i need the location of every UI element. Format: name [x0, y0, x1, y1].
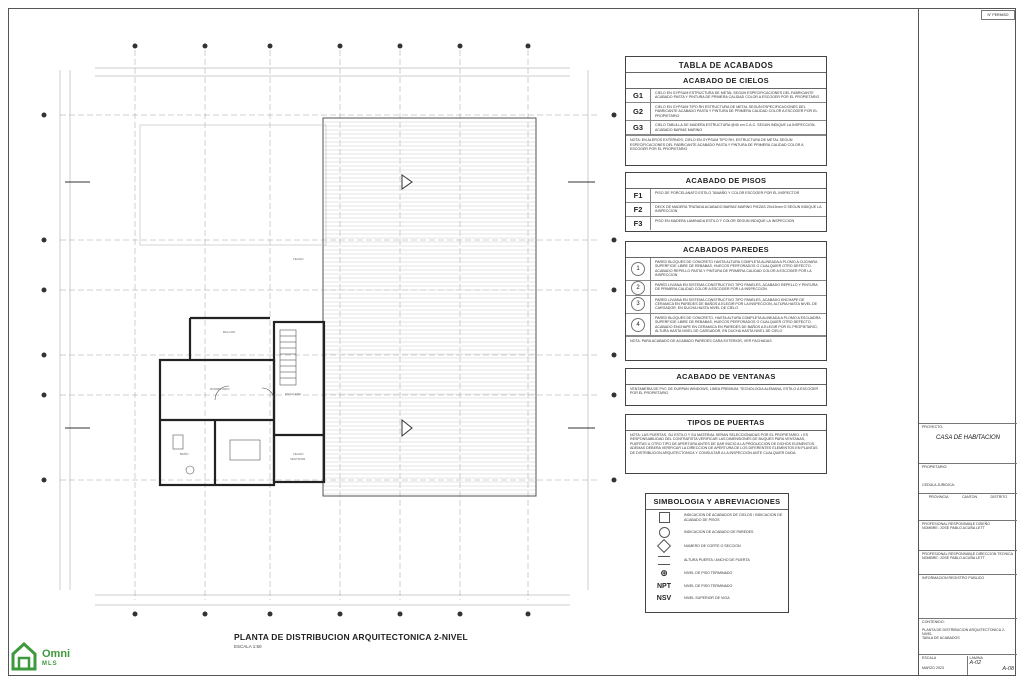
engineer-name: NOMBRE: JOSE PABLO ACUÑA LETT: [922, 526, 985, 530]
symbols-panel: [645, 493, 789, 613]
windows-desc: VENTANERIA DE PVC DE DURPAN WINDOWS, LINEA PREMIUM, TECNOLOGIA ALEMANA, ESTILO A ESCOGER POR EL PROPIETARIO: [630, 387, 819, 396]
svg-text:BAÑO: BAÑO: [180, 452, 189, 456]
symbol-row: [646, 539, 788, 553]
plan-scale: ESCALA 1:50: [234, 644, 262, 649]
ceiling-row: [626, 89, 826, 103]
ceilings-title: ACABADO DE CIELOS: [626, 73, 826, 89]
project-label: PROYECTO:: [922, 425, 944, 429]
wall-row: [626, 296, 826, 314]
floor-row: [626, 203, 826, 217]
id-label: CEDULA JURIDICA:: [922, 483, 955, 487]
doors-desc: NOTA: LAS PUERTAS, SU ESTILO Y SU MATERIAL SERAN SELECCIONADAS POR EL PROPIETARIO. • ES RESPONSABILIDAD DEL CONTRATISTA VERIFICAR LAS DIMENSIONES DE BUQUES PARA VENTANAS, PUERTAS U OTRO TIPO DE APERTURA ANTES DE DAR INICIO A LA PRODUCCION DE DICHOS ELEMENTOS, ADEMAS DEBERA VERIFICAR LA DIRECCION DE APERTURA DE LOS DIFERENTES ELEMENTOS EN PLANTAS DE DISTRIBUCION ARQUITECTONICA Y CONSULTAR A LA INSPECCION ANTE CUALQUIER DUDA.: [630, 433, 818, 455]
plan-title: PLANTA DE DISTRIBUCION ARQUITECTONICA 2-NIVEL: [234, 632, 468, 642]
scale-label: ESCALA: [922, 656, 937, 660]
symbol-row: [646, 592, 788, 604]
contents-block: [919, 618, 1017, 654]
logo-sub: MLS: [42, 661, 58, 667]
symbol-desc: NIVEL DE PISO TERMINADO: [684, 571, 733, 576]
sheet-label: LAMINA: [969, 656, 983, 660]
svg-text:TECHO: TECHO: [293, 257, 304, 261]
sheet-block: [919, 654, 1017, 676]
ceiling-code: G3: [626, 121, 651, 134]
symbol-row: [646, 525, 788, 539]
finishes-table-title: TABLA DE ACABADOS: [626, 57, 826, 73]
wall-hexagon-icon: 1: [626, 258, 651, 280]
omni-house-icon: [10, 640, 38, 672]
floor-row: [626, 189, 826, 203]
wall-desc: PARED BLOQUES DE CONCRETO HASTA ALTURA COMPLETA ALINEADA A PLOMO A CUCHARA SUPERFICIE LIBRE DE REBABAS, HUECOS PERFORADOS O CUALQUIER OTRO DEFECTO. ACABADO REPELLO PASTA Y PINTURA DE PRIMERA CALIDAD COLOR A ESCOGER POR LA INSPECCION: [655, 260, 818, 278]
sheet-code: A-02: [969, 660, 982, 666]
wall-hexagon-icon: 3: [626, 296, 651, 313]
wall-desc: PARED BLOQUES DE CONCRETO, HASTA ALTURA COMPLETA ALINEADA A PLOMO A ESCUADRA SUPERFICIE LIBRE DE REBABAS, HUECOS PERFORADOS O CUALQUIER OTRO DEFECTO. ACABADO ENCHAPE EN CERAMICA EN PAREDES DE BAÑOS A ELEGIR POR EL PROPIETARIO, ALTURA HASTA NIVEL DE CARGADOR, EN DUCHA HASTA NIVEL DE CIELO: [655, 315, 821, 334]
walls-panel: [625, 241, 827, 361]
symbol-row: [646, 553, 788, 567]
ceiling-desc: CIELO TABLILLA DE MADERA ESTRUCTURA @40 cm C.A.C. SEGUN INDIQUE LA INSPECCION, ACABADO BARNIZ MARINO: [655, 123, 816, 132]
floor-row: [626, 217, 826, 230]
symbol-row: [646, 567, 788, 580]
contents-label: CONTENIDO:: [922, 620, 945, 624]
location-header: CANTON: [961, 495, 978, 499]
scale-cell: [922, 656, 967, 675]
permit-number: N° PERMISO: [981, 10, 1015, 20]
svg-text:DORMITORIO: DORMITORIO: [210, 387, 230, 391]
logo-name: Omni: [42, 648, 71, 660]
inspector-block: [919, 550, 1017, 574]
register-block: [919, 574, 1017, 618]
svg-text:TECHO: TECHO: [293, 452, 304, 456]
inspector-label: PROFESIONAL RESPONSABLE DIRECCION TECNICA: [922, 552, 1014, 556]
contents-line: TABLA DE ACABADOS: [922, 636, 960, 640]
symbol-row: [646, 510, 788, 525]
wall-row: [626, 281, 826, 296]
symbol-row: [646, 580, 788, 592]
svg-text:ESCALERA: ESCALERA: [285, 392, 302, 396]
level-icon: ⊕: [660, 568, 668, 578]
owner-block: [919, 463, 1017, 493]
ceiling-desc: CIELO EN GYPSUM TIPO RH ESTRUCTURA DE METAL SEGUN ESPECIFICACIONES DEL FABRICANTE ACABADO PASTA Y PINTURA DE PRIMERA CALIDAD COLOR A ESCOGER POR EL PROPIETARIO: [655, 105, 818, 118]
svg-text:BALCON: BALCON: [223, 330, 236, 334]
floor-code: F2: [626, 203, 651, 216]
windows-panel: [625, 368, 827, 406]
wall-row: [626, 258, 826, 281]
register-label: INFORMACION REGISTRO PUBLICO: [922, 576, 985, 580]
project-name: CASA DE HABITACION: [935, 435, 1000, 441]
contents-line: PLANTA DE DISTRIBUCION ARQUITECTONICA 2-NIVEL: [922, 628, 1006, 636]
inspector-name: NOMBRE: JOSE PABLO ACUÑA LETT: [922, 556, 985, 560]
floor-code: F1: [626, 189, 651, 202]
ceiling-code: G2: [626, 103, 651, 120]
ceilings-panel: [625, 56, 827, 166]
svg-text:VESTIDOR: VESTIDOR: [290, 457, 306, 461]
ceiling-note: NOTA: EN ALEROS EXTERNOS, CIELO EN GYPSUM TIPO RH, ESTRUCTURA DE METAL SEGUN ESPECIFICACIONES DEL FABRICANTE ACABADO PASTA Y PINTURA DE PRIMERA CALIDAD COLOR A ESCOGER POR EL PROPIETARIO: [626, 135, 826, 153]
wall-hexagon-icon: 4: [626, 314, 651, 336]
floor-code: F3: [626, 217, 651, 230]
symbol-desc: NUMERO DE CORTE O SECCION: [684, 543, 741, 548]
floor-plan-drawing: [40, 40, 620, 620]
floors-title: ACABADO DE PISOS: [626, 173, 826, 189]
windows-title: ACABADO DE VENTANAS: [626, 369, 826, 385]
symbol-desc: ALTURA PUERTA / ANCHO DE PUERTA: [684, 557, 750, 562]
symbol-desc: NIVEL SUPERIOR DE VIGA: [684, 595, 730, 600]
owner-label: PROPIETARIO:: [922, 465, 948, 469]
doors-panel: [625, 414, 827, 474]
ceiling-code: G1: [626, 89, 651, 102]
floor-desc: PISO DE PORCELANATO ESTILO TAMAÑO Y COLOR ESCOGER POR EL INSPECTOR: [655, 191, 800, 195]
project-block: [919, 423, 1017, 463]
floors-panel: [625, 172, 827, 232]
symbols-title: SIMBOLOGIA Y ABREVIACIONES: [646, 494, 788, 510]
location-block: [919, 493, 1017, 511]
ceiling-row: [626, 121, 826, 135]
engineer-label: PROFESIONAL RESPONSABLE DISEÑO: [922, 522, 990, 526]
symbol-desc: INDICACION DE ACABADOS DE CIELOS / INDICACION DE ACABADO DE PISOS: [684, 513, 783, 522]
door-icon: [646, 553, 682, 567]
floor-desc: DECK DE MADERA TRATADA ACABADO BARNIZ MARINO PIEZAS 20x15mm O SEGUN INDIQUE LA INSPECCION: [655, 205, 822, 214]
walls-title: ACABADOS PAREDES: [626, 242, 826, 258]
wall-desc: PARED LIVIANA EN SISTEMA CONSTRUCTIVO TIPO PANELES, ACABADO REPELLO Y PINTURA DE PRIMERA CALIDAD COLOR A ESCOGER POR LA INSPECCION: [655, 282, 818, 292]
wall-row: [626, 314, 826, 337]
wall-finish-icon: [646, 525, 682, 539]
ceiling-desc: CIELO EN GYPSUM ESTRUCTURA DE METAL SEGUN ESPECIFICACIONES DEL FABRICANTE ACABADO PASTA Y PINTURA DE PRIMERA CALIDAD COLOR A ESCOGER POR EL PROPIETARIO: [655, 91, 820, 100]
location-header: PROVINCIA: [928, 495, 949, 499]
symbol-desc: NIVEL DE PISO TERMINADO: [684, 583, 733, 588]
title-block: [918, 8, 1017, 676]
engineer-block: [919, 520, 1017, 550]
walls-note: NOTA: PARA ACABADO DE ACABADO PAREDES CARA EXTERIOR, VER FACHADAS: [626, 336, 826, 345]
section-cut-icon: [646, 539, 682, 553]
doors-title: TIPOS DE PUERTAS: [626, 415, 826, 431]
wall-desc: PARED LIVIANA EN SISTEMA CONSTRUCTIVO TIPO PANELES, ACABADO ENCHAPE DE CERAMICA EN PAREDES DE BAÑOS A ELEGIR POR LA INSPECCION, ALTURA HASTA NIVEL DE CARGADOR, EN DUCHA HASTA NIVEL DE CIELO: [655, 297, 818, 311]
ceiling-row: [626, 103, 826, 121]
location-header: DISTRITO: [990, 495, 1008, 499]
date-label: MARZO 2023: [922, 666, 944, 670]
floor-desc: PISO EN MADERA LAMINADA ESTILO Y COLOR SEGUN INDIQUE LA INSPECCION: [655, 219, 795, 223]
sheet-total: A-08: [1002, 666, 1014, 672]
finish-box-icon: [646, 510, 682, 525]
symbol-abbrev: NPT: [657, 582, 671, 590]
symbol-desc: INDICACION DE ACABADO DE PAREDES: [684, 529, 754, 534]
sheet-cell: [967, 656, 1015, 675]
wall-hexagon-icon: 2: [626, 281, 651, 295]
symbol-abbrev: NSV: [656, 594, 672, 602]
